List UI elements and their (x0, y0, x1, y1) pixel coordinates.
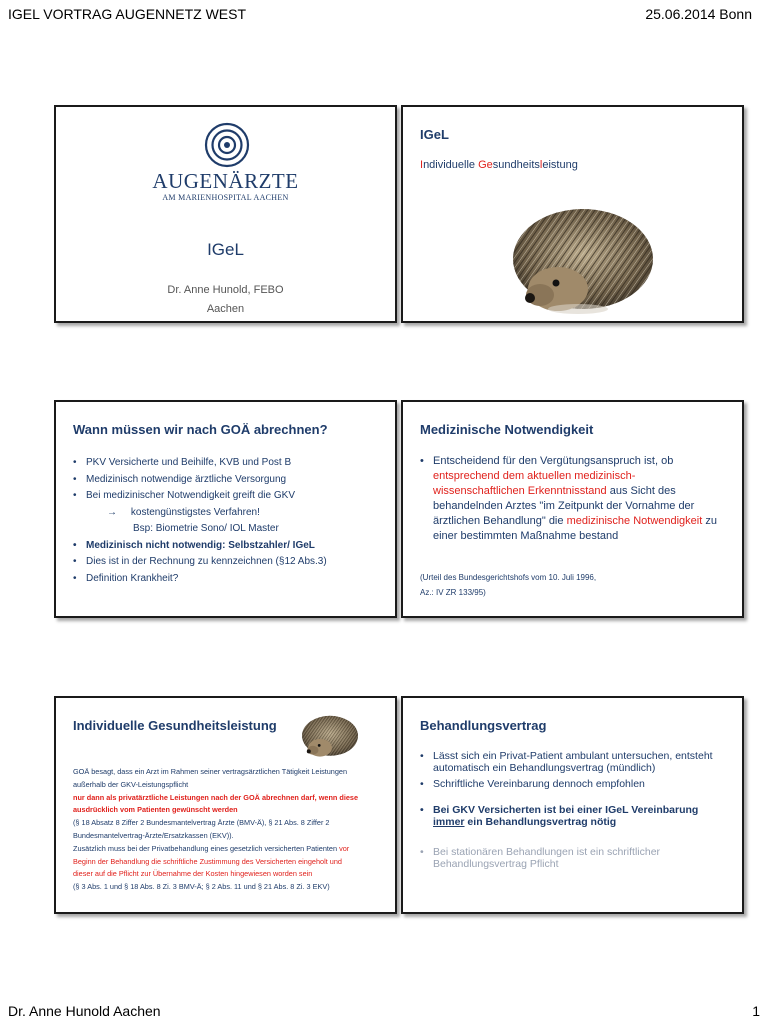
list-item: • Schriftliche Vereinbarung dennoch empfohlen (420, 778, 645, 790)
augenaerzte-logo-icon (192, 121, 262, 171)
list-item: • Medizinisch notwendige ärztliche Versorgung (73, 472, 327, 489)
list-item: → kostengünstigstes Verfahren! (107, 506, 260, 518)
legal-text: GOÄ besagt, dass ein Arzt im Rahmen seiner vertragsärztlichen Tätigkeit Leistungen außerhalb der GKV-Leistungspflicht nur dann als privatärztliche Leistungen nach der GOÄ abrechnen darf, wenn diese ausdrücklich vom Patienten gewünscht werden (§ 18 Absatz 8 Ziffer 2 Bundesmantelvertrag Ärzte (BMV-Ä), § 21 Abs. 8 Ziffer 2 Bundesmantelvertrag-Ärzte/Ersatzkassen (EKV)). Zusätzlich muss bei der Privatbehandlung eines gesetzlich versicherten Patienten vor Beginn der Behandlung die schriftliche Zustimmung des Versicherten eingeholt und dieser auf die Pflicht zur Übernahme der Kosten hingewiesen worden sein (§ 3 Abs. 1 und § 18 Abs. 8 Zi. 3 BMV-Ä; § 2 Abs. 11 und § 21 Abs. 8 Zi. 3 EKV) (73, 767, 359, 892)
slide-title: Wann müssen wir nach GOÄ abrechnen? (73, 422, 328, 437)
list-item: • Definition Krankheit? (73, 571, 327, 588)
slide-title: IGeL (420, 127, 449, 142)
slide-title: IGeL (207, 240, 244, 259)
page-header-date: 25.06.2014 Bonn (645, 6, 752, 22)
page-footer-author: Dr. Anne Hunold Aachen (8, 1003, 161, 1019)
logo-wordmark: AUGENÄRZTE (152, 169, 299, 193)
slide-4 (401, 400, 744, 618)
bullet-list (420, 750, 730, 874)
list-item: • Bei medizinischer Notwendigkeit greift die GKV (73, 488, 327, 505)
list-item: • Bei stationären Behandlungen ist ein schriftlicher Behandlungsvertrag Pflicht (420, 846, 661, 870)
hedgehog-image (296, 708, 360, 762)
arrow-icon: → (107, 506, 117, 518)
page-header-title: IGEL VORTRAG AUGENNETZ WEST (8, 6, 247, 22)
bullet-list (73, 455, 327, 587)
slide-3 (54, 400, 397, 618)
author-name: Dr. Anne Hunold, FEBO (167, 284, 284, 296)
list-item: • Bei GKV Versicherten ist bei einer IGeL Vereinbarung immer ein Behandlungsvertrag nötig (420, 804, 699, 828)
slide-subtitle: Individuelle Gesundheitsleistung (420, 159, 578, 171)
quote-paragraph: • Entscheidend für den Vergütungsanspruch ist, ob entsprechend dem aktuellen medizinisch-wissenschaftlichen Erkenntnisstand aus Sicht des behandelnden Arztes "im Zeitpunkt der Vornahme der ärztlichen Behandlung" die medizinische Notwendigkeit zu einer bestimmten Maßnahme bestand (420, 455, 717, 542)
page-number: 1 (752, 1003, 760, 1019)
slide-6 (401, 696, 744, 914)
slide-title: Individuelle Gesundheitsleistung (73, 718, 277, 733)
slide-1 (54, 105, 397, 323)
author-city: Aachen (206, 303, 245, 315)
slide-title: Behandlungsvertrag (420, 718, 547, 733)
logo-subtitle: AM MARIENHOSPITAL AACHEN (162, 193, 289, 202)
slide-5 (54, 696, 397, 914)
slide-2 (401, 105, 744, 323)
slide-title: Medizinische Notwendigkeit (420, 422, 594, 437)
citation: (Urteil des Bundesgerichtshofs vom 10. Juli 1996, Az.: IV ZR 133/95) (420, 573, 597, 597)
hedgehog-image (498, 197, 658, 317)
list-item: Bsp: Biometrie Sono/ IOL Master (133, 523, 279, 534)
list-item: • PKV Versicherte und Beihilfe, KVB und Post B (73, 455, 327, 472)
list-item: • Dies ist in der Rechnung zu kennzeichnen (§12 Abs.3) (73, 554, 327, 571)
list-item: • Lässt sich ein Privat-Patient ambulant untersuchen, entsteht automatisch ein Behandlungsvertrag (mündlich) (420, 750, 713, 774)
list-item: • Medizinisch nicht notwendig: Selbstzahler/ IGeL (73, 538, 327, 555)
